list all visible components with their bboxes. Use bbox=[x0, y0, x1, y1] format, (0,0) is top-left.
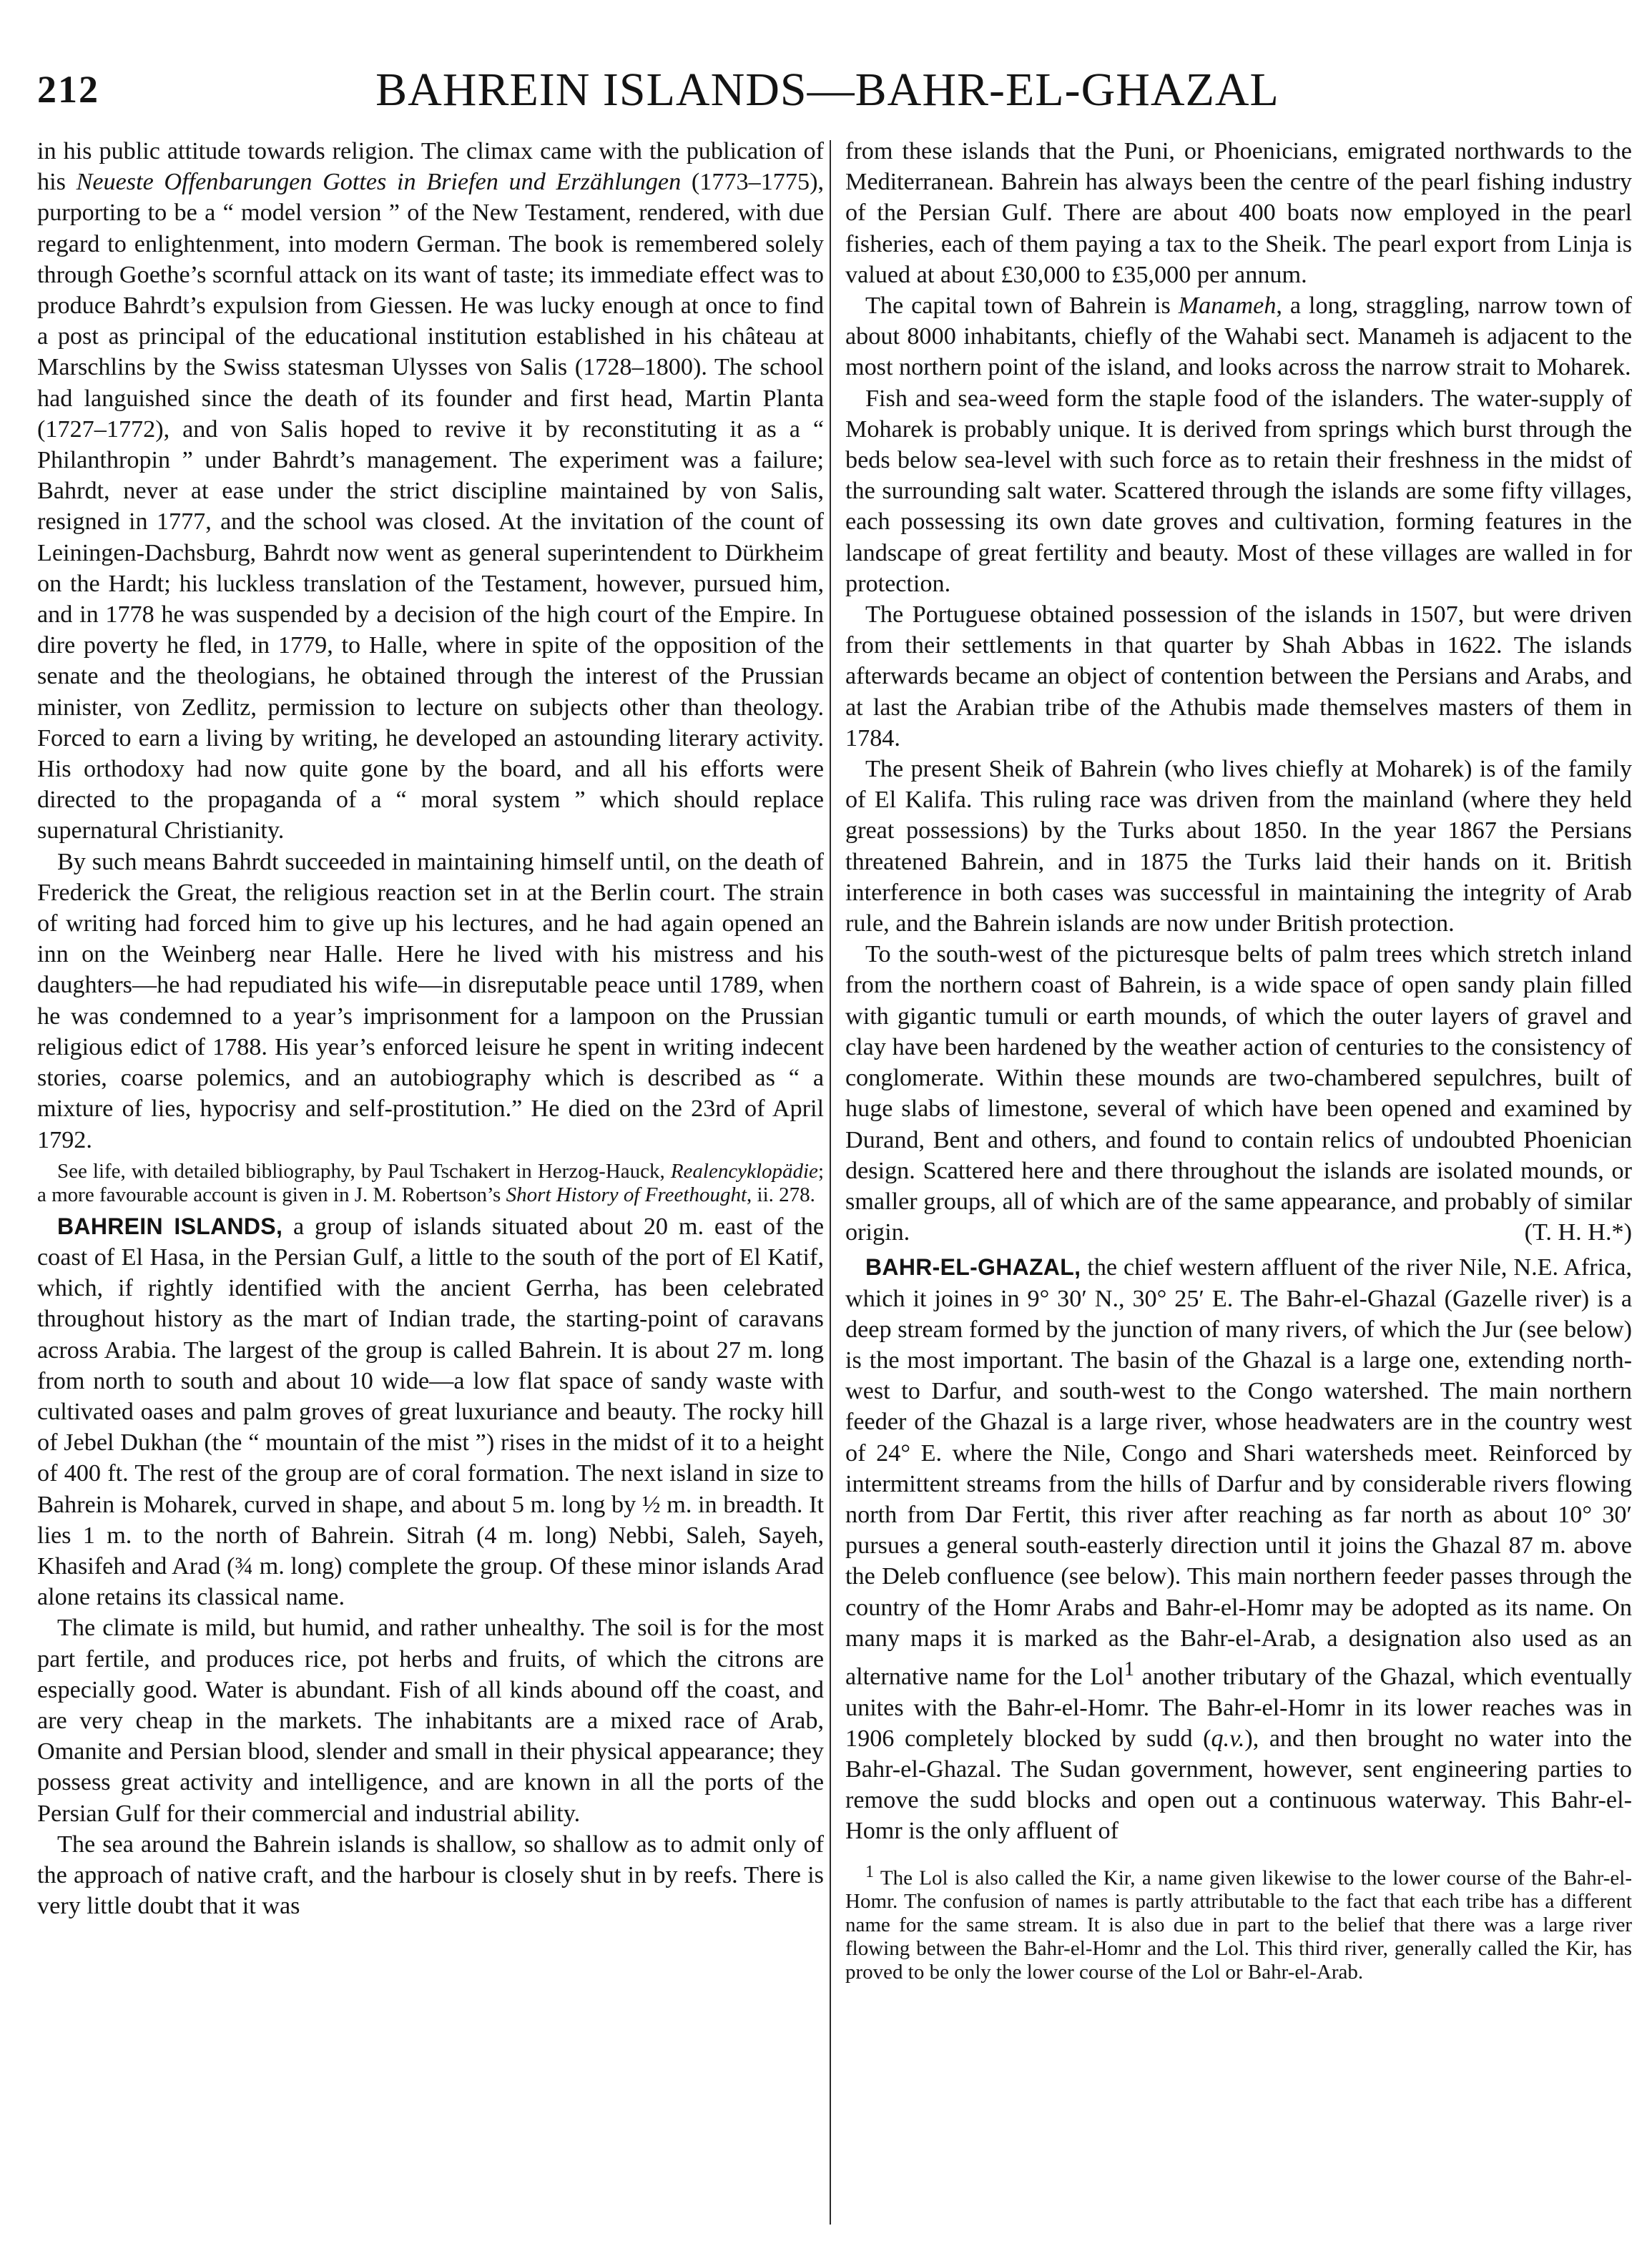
paragraph-sea: The sea around the Bahrein islands is shallow, so shallow as to admit only of the approach of native craft, and the harbour is closely shut in by reefs. There is very little doubt that it was bbox=[37, 1831, 824, 1920]
column-divider bbox=[830, 140, 831, 2225]
paragraph-capital bbox=[845, 290, 1632, 383]
book-title: Neueste Offenbarungen Gottes in Briefen und Erzählungen bbox=[76, 169, 682, 196]
text-run: in his public attitude towards religion. The climax came with the publication of his bbox=[37, 138, 824, 196]
author-signature: (T. H. H.*) bbox=[1524, 1219, 1632, 1246]
paragraph-pearl-fishing: from these islands that the Puni, or Phoenicians, emigrated northwards to the Mediterranean. Bahrein has always been the centre of the pearl fishing industry of the Persian Gulf. There are about 400 boats now employed in the pearl fisheries, each of them paying a tax to the Sheik. The pearl export from Linja is valued at about £30,000 to £35,000 per annum. bbox=[845, 138, 1632, 288]
text-run: The capital town of Bahrein is bbox=[865, 292, 1179, 320]
footnote-marker: 1 bbox=[1124, 1657, 1135, 1680]
text-run: To the south-west of the picturesque belts of palm trees which stretch inland from the northern coast of Bahrein, is a wide space of open sandy plain filled with gigantic tumuli or earth mounds, of which the outer layers of gravel and clay have been hardened by the weather action of centuries to the consistency of conglomerate. Within these mounds are two-chambered sepulchres, built of huge slabs of limestone, several of which have been opened and examined by Durand, Bent and others, and found to contain relics of undoubted Phoenician design. Scattered here and there throughout the islands are isolated mounds, or smaller groups, all of which are of the same appearance, and probably of similar origin. bbox=[845, 941, 1632, 1246]
bibliography-note bbox=[37, 1160, 824, 1207]
text-run: , a long, straggling, narrow town of about 8000 inhabitants, chiefly of the Wahabi sect. Manameh is adjacent to the most northern point of the island, and looks across the narrow strait to Moharek. bbox=[845, 292, 1632, 381]
text-run: a group of islands situated about 20 m. east of the coast of El Hasa, in the Persian Gulf, a little to the south of the port of El Katif, which, if rightly identified with the ancient Gerrha, has been celebrated throughout history as the mart of Indian trade, the starting-point of caravans across Arabia. The largest of the group is called Bahrein. It is about 27 m. long from north to south and about 10 wide—a low flat space of sandy waste with cultivated oases and palm groves of great luxuriance and beauty. The rocky hill of Jebel Dukhan (the “ mountain of the mist ”) rises in the midst of it to a height of 400 ft. The rest of the group are of coral formation. The next island in size to Bahrein is Moharek, curved in shape, and about 5 m. long by ½ m. in breadth. It lies 1 m. to the north of Bahrein. Sitrah (4 m. long) Nebbi, Saleh, Sayeh, Khasifeh and Arad (¾ m. long) complete the group. Of these minor islands Arad alone retains its classical name. bbox=[37, 1213, 824, 1611]
book-title: Realencyklopädie bbox=[670, 1159, 818, 1183]
book-title: Short History of Freethought bbox=[506, 1183, 747, 1206]
text-run: another tributary of the Ghazal, which eventually unites with the Bahr-el-Homr. The Bahr-el-Homr in its lower reaches was in 1906 completely blocked by sudd ( bbox=[845, 1663, 1632, 1752]
cross-reference: q.v. bbox=[1211, 1725, 1245, 1752]
paragraph-tumuli bbox=[845, 939, 1632, 1248]
running-head: BAHREIN ISLANDS—BAHR-EL-GHAZAL bbox=[375, 64, 1279, 116]
text-run: ), and then brought no water into the Bahr-el-Ghazal. The Sudan government, however, sent engineering parties to remove the sudd blocks and open out a continuous waterway. This Bahr-el-Homr is the only affluent of bbox=[845, 1725, 1632, 1845]
paragraph-food-water: Fish and sea-weed form the staple food of the islanders. The water-supply of Moharek is probably unique. It is derived from springs which burst through the beds below sea-level with such force as to retain their freshness in the midst of the surrounding salt water. Scattered through the islands are some fifty villages, each possessing its own date groves and cultivation, forming features in the landscape of great fertility and beauty. Most of these villages are walled in for protection. bbox=[845, 385, 1632, 597]
page-header bbox=[37, 63, 1618, 120]
text-run: (1773–1775), purporting to be a “ model version ” of the New Testament, rendered, with due regard to enlightenment, into modern German. The book is remembered solely through Goethe’s scornful attack on its want of taste; its immediate effect was to produce Bahrdt’s expulsion from Giessen. He was lucky enough at once to find a post as principal of the educational institution established in his château at Marschlins by the Swiss statesman Ulysses von Salis (1728–1800). The school had languished since the death of its founder and first head, Martin Planta (1727–1772), and von Salis hoped to revive it by reconstituting it as a “ Philanthropin ” under Bahrdt’s management. The experiment was a failure; Bahrdt, never at ease under the strict discipline maintained by von Salis, resigned in 1777, and the school was closed. At the invitation of the count of Leiningen-Dachsburg, Bahrdt now went as general superintendent to Dürkheim on the Hardt; his luckless translation of the Testament, however, pursued him, and in 1778 he was suspended by a decision of the high court of the Empire. In dire poverty he fled, in 1779, to Halle, where in spite of the opposition of the senate and the theologians, he obtained through the interest of the Prussian minister, von Zedlitz, permission to lecture on subjects other than theology. Forced to earn a living by writing, he developed an astounding literary activity. His orthodoxy had now quite gone by the board, and all his efforts were directed to the propaganda of a “ moral system ” which should replace supernatural Christianity. bbox=[37, 169, 824, 844]
entry-heading: BAHREIN ISLANDS, bbox=[57, 1213, 283, 1239]
text-run: The Lol is also called the Kir, a name given likewise to the lower course of the Bahr-el-Homr. The confusion of names is partly attributable to the fact that each tribe has a different name for the same stream. It is also due in part to the belief that there was a large river flowing between the Bahr-el-Homr and the Lol. This third river, generally called the Kir, has proved to be only the lower course of the Lol or Bahr-el-Arab. bbox=[845, 1866, 1632, 1984]
text-run: the chief western affluent of the river Nile, N.E. Africa, which it joines in 9° 30′ N., 30° 25′ E. The Bahr-el-Ghazal (Gazelle river) is a deep stream formed by the junction of many rivers, of which the Jur (see below) is the most important. The basin of the Ghazal is a large one, extending north-west to Darfur, and south-west to the Congo watershed. The main northern feeder of the Ghazal is a large river, whose headwaters are in the country west of 24° E. where the Nile, Congo and Shari watersheds meet. Reinforced by intermittent streams from the hills of Darfur and by considerable rivers flowing north from Dar Fertit, this river after reaching as far north as about 10° 30′ pursues a general south-easterly direction until it joins the Ghazal 87 m. above the Deleb confluence (see below). This main northern feeder passes through the country of the Homr Arabs and Bahr-el-Homr may be adopted as its name. On many maps it is marked as the Bahr-el-Arab, a designation also used as an alternative name for the Lol bbox=[845, 1254, 1632, 1690]
text-run: See life, with detailed bibliography, by Paul Tschakert in Herzog-Hauck, bbox=[57, 1159, 671, 1183]
right-column bbox=[845, 136, 1632, 1984]
paragraph-bahrdt-later-life: By such means Bahrdt succeeded in maintaining himself until, on the death of Frederick the Great, the religious reaction set in at the Berlin court. The strain of writing had forced him to give up his lectures, and he had again opened an inn on the Weinberg near Halle. Here he lived with his mistress and his daughters—he had repudiated his wife—in disreputable peace until 1789, when he was condemned to a year’s imprisonment for a lampoon on the Prussian religious edict of 1788. His year’s enforced leisure he spent in writing indecent stories, coarse polemics, and an autobiography which is described as “ a mixture of lies, hypocrisy and self-prostitution.” He died on the 23rd of April 1792. bbox=[37, 848, 824, 1153]
footnote bbox=[845, 1860, 1632, 1985]
page-number: 212 bbox=[37, 68, 99, 111]
entry-bahr-el-ghazal bbox=[845, 1252, 1632, 1846]
paragraph-portuguese: The Portuguese obtained possession of the islands in 1507, but were driven from their settlements in that quarter by Shah Abbas in 1622. The islands afterwards became an object of contention between the Persians and Arabs, and at last the Arabian tribe of the Athubis made themselves masters of them in 1784. bbox=[845, 601, 1632, 752]
paragraph-bahrdt-career bbox=[37, 136, 824, 847]
text-run: ; a more favourable account is given in J. M. Robertson’s bbox=[37, 1159, 824, 1206]
left-column bbox=[37, 136, 824, 1921]
text-run: , ii. 278. bbox=[747, 1183, 815, 1206]
paragraph-sheik: The present Sheik of Bahrein (who lives chiefly at Moharek) is of the family of El Kalifa. This ruling race was driven from the mainland (where they held great possessions) by the Turks about 1850. In the year 1867 the Persians threatened Bahrein, and in 1875 the Turks laid their hands on it. British interference in both cases was successful in maintaining the integrity of Arab rule, and the Bahrein islands are now under British protection. bbox=[845, 756, 1632, 937]
paragraph-climate: The climate is mild, but humid, and rather unhealthy. The soil is for the most part fertile, and produces rice, pot herbs and fruits, of which the citrons are especially good. Water is abundant. Fish of all kinds abound off the coast, and are very cheap in the markets. The inhabitants are a mixed race of Arab, Omanite and Persian blood, slender and small in their physical appearance; they possess great activity and intelligence, and are known in all the ports of the Persian Gulf for their commercial and industrial ability. bbox=[37, 1615, 824, 1827]
footnote-mark: 1 bbox=[865, 1861, 875, 1881]
entry-bahrein-islands bbox=[37, 1211, 824, 1613]
place-name: Manameh bbox=[1178, 292, 1277, 320]
entry-heading: BAHR-EL-GHAZAL, bbox=[865, 1254, 1081, 1281]
